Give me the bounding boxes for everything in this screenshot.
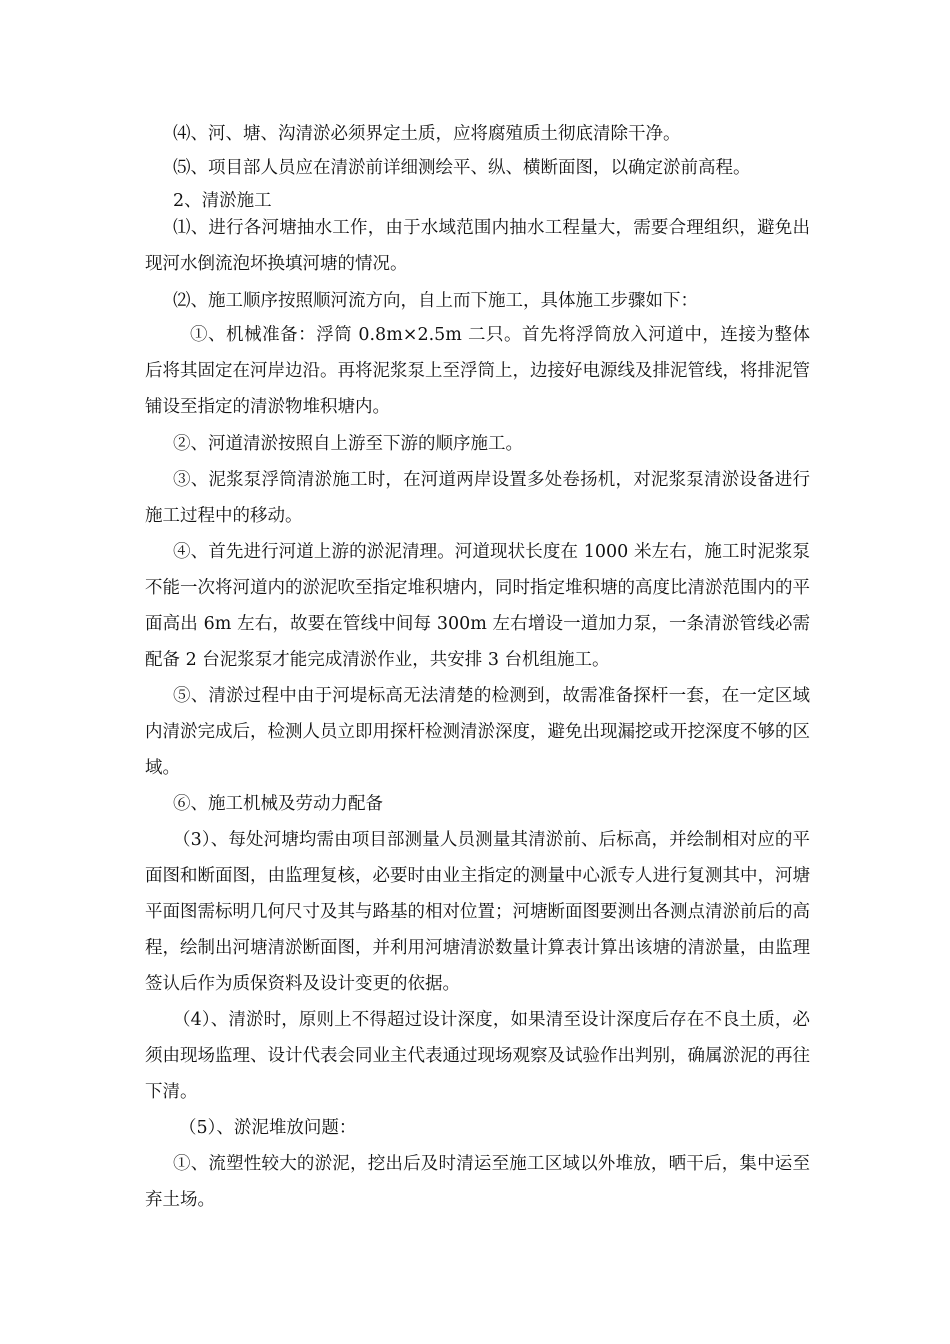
paragraph-soil-definition: ⑷、河、塘、沟清淤必须界定土质，应将腐殖质土彻底清除干净。	[173, 124, 681, 144]
paragraph-pumping: ⑴、进行各河塘抽水工作，由于水域范围内抽水工程量大，需要合理组织，避免出现河水倒流泡坏换填河塘的情况。	[145, 218, 810, 274]
paragraph-upstream-silt: ④、首先进行河道上游的淤泥清理。河道现状长度在 1000 米左右，施工时泥浆泵不能一次将河道内的淤泥吹至指定堆积塘内，同时指定堆积塘的高度比清淤范围内的平面高出 6m 左右，故要在管线中间每 300m 左右增设一道加力泵，一条清淤管线必需配备 2 台泥浆泵才能完成清淤作业，共安排 3 台机组施工。	[145, 542, 810, 670]
paragraph-survey-sections: ⑸、项目部人员应在清淤前详细测绘平、纵、横断面图，以确定淤前高程。	[173, 158, 751, 178]
paragraph-upstream-order: ②、河道清淤按照自上游至下游的顺序施工。	[173, 434, 523, 454]
paragraph-plastic-silt: ①、流塑性较大的淤泥，挖出后及时清运至施工区域以外堆放，晒干后，集中运至弃土场。	[145, 1154, 810, 1210]
paragraph-probe: ⑤、清淤过程中由于河堤标高无法清楚的检测到，故需准备探杆一套，在一定区域内清淤完成后，检测人员立即用探杆检测清淤深度，避免出现漏挖或开挖深度不够的区域。	[145, 686, 810, 778]
paragraph-silt-stacking-heading: （5）、淤泥堆放问题：	[179, 1118, 357, 1138]
paragraph-equipment-prep: ①、机械准备：浮筒 0.8m×2.5m 二只。首先将浮筒放入河道中，连接为整体后将其固定在河岸边沿。再将泥浆泵上至浮筒上，边接好电源线及排泥管线，将排泥管铺设至指定的清淤物堆积塘内。	[145, 325, 810, 417]
paragraph-machinery-labor: ⑥、施工机械及劳动力配备	[173, 794, 383, 814]
paragraph-elevation-survey: （3）、每处河塘均需由项目部测量人员测量其清淤前、后标高，并绘制相对应的平面图和断面图，由监理复核，必要时由业主指定的测量中心派专人进行复测其中，河塘平面图需标明几何尺寸及其与路基的相对位置；河塘断面图要测出各测点清淤前后的高程，绘制出河塘清淤断面图，并利用河塘清淤数量计算表计算出该塘的清淤量，由监理签认后作为质保资料及设计变更的依据。	[145, 830, 810, 994]
paragraph-design-depth: （4）、清淤时，原则上不得超过设计深度，如果清至设计深度后存在不良土质，必须由现场监理、设计代表会同业主代表通过现场观察及试验作出判别，确属淤泥的再往下清。	[145, 1010, 810, 1102]
section-heading-dredging: 2、清淤施工	[173, 191, 272, 211]
paragraph-sequence: ⑵、施工顺序按照顺河流方向，自上而下施工，具体施工步骤如下：	[173, 291, 698, 311]
paragraph-winches: ③、泥浆泵浮筒清淤施工时，在河道两岸设置多处卷扬机，对泥浆泵清淤设备进行施工过程中的移动。	[145, 470, 810, 526]
